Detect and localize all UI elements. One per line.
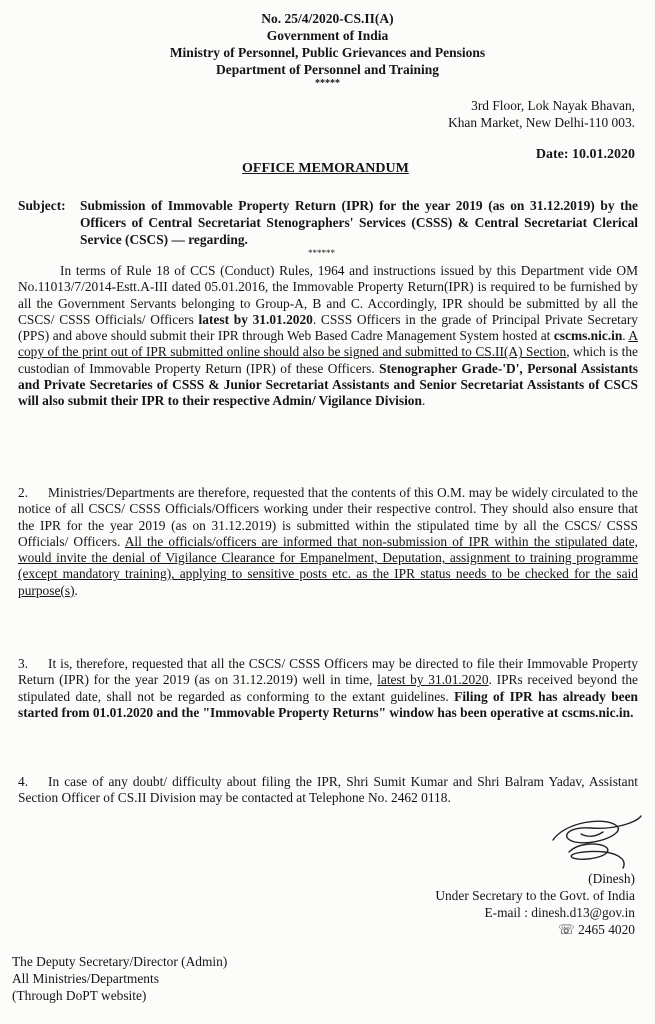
para3-bold-text: Filing of IPR has already been started from 01.01.2020 and the "Immovable Property Returns" window has been operative at cscms.nic.in.	[18, 688, 638, 720]
signatory-phone: ☏ 2465 4020	[557, 922, 635, 937]
para1-text-2: . CSSS Officers in the grade of Principal Private Secretary (PPS) and above should submit their IPR through Web Based Cadre Management System hosted at	[18, 311, 638, 344]
recipient-line-3: (Through DoPT website)	[12, 988, 147, 1003]
para3-deadline: latest by 31.01.2020	[377, 672, 489, 688]
paragraph-1	[18, 263, 638, 410]
government-line: Government of India	[266, 28, 389, 43]
address-line-2: Khan Market, New Delhi-110 003.	[448, 115, 635, 130]
recipient-line-1: The Deputy Secretary/Director (Admin)	[12, 954, 228, 969]
para1-website: cscms.nic.in	[553, 328, 623, 344]
para3-text-1: It is, therefore, requested that all the CSCS/ CSSS Officers may be directed to file their Immovable Property Return (IPR) for the year 2019 (as on 31.12.2019) well in time,	[18, 656, 638, 688]
subject-label: Subject:	[18, 198, 66, 213]
paragraph-4	[18, 774, 638, 807]
para2-underlined: All the officials/officers are informed that non-submission of IPR within the stipulated date, would invite the denial of Vigilance Clearance for Empanelment, Deputation, assignment to training programme (except mandatory training), applying to sensitive posts etc. as the IPR status needs to be checked for the said purpose(s)	[18, 533, 638, 598]
para2-number: 2.	[18, 485, 29, 500]
paragraph-3	[18, 656, 638, 721]
subject-text: Submission of Immovable Property Return (IPR) for the year 2019 (as on 31.12.2019) by the Officers of Central Secretariat Stenographers' Services (CSSS) & Central Secretariat Clerical Service (CSCS) — regarding.	[80, 198, 638, 247]
para2-text-2: .	[74, 582, 78, 598]
paragraph-2	[18, 485, 638, 599]
subject-stars: ******	[308, 248, 335, 258]
memo-subject	[18, 197, 638, 248]
signatory-designation: Under Secretary to the Govt. of India	[435, 888, 635, 903]
memo-title: OFFICE MEMORANDUM	[242, 161, 409, 176]
signatory-name: (Dinesh)	[588, 871, 635, 886]
para3-text-2: . IPRs received beyond the stipulated date, shall not be regarded as conforming to the extant guidelines.	[18, 672, 639, 704]
para1-underlined: A copy of the print out of IPR submitted online should also be signed and submitted to CS.II(A) Section	[18, 328, 638, 360]
para3-number: 3.	[18, 656, 29, 671]
para1-text-5: .	[421, 393, 426, 409]
address-line-1: 3rd Floor, Lok Nayak Bhavan,	[471, 98, 635, 113]
para4-number: 4.	[18, 774, 29, 789]
signature-icon	[545, 812, 645, 874]
memo-date: Date: 10.01.2020	[535, 147, 635, 162]
reference-number: No. 25/4/2020-CS.II(A)	[261, 11, 394, 26]
para2-text-1: Ministries/Departments are therefore, requested that the contents of this O.M. may be widely circulated to the notice of all CSCS/ CSSS Officials/Officers working under their respective control. They should also ensure that the IPR for the year 2019 (as on 31.12.2019) is submitted within the stipulated time by all the CSCS/ CSSS Officials/ Officers.	[18, 485, 638, 549]
para1-text-3: .	[622, 328, 629, 344]
para1-text-4: , which is the custodian of Immovable Property Return (IPR) of these Officers.	[18, 344, 639, 376]
para1-bold-instruction: Stenographer Grade-'D', Personal Assistants and Private Secretaries of CSSS & Junior Secretariat Assistants and Senior Secretariat Assistants of CSCS will also submit their IPR to their respective Admin/ Vigilance Division	[18, 360, 638, 409]
ministry-line: Ministry of Personnel, Public Grievances and Pensions	[169, 45, 486, 60]
recipient-line-2: All Ministries/Departments	[12, 971, 159, 986]
signatory-email: E-mail : dinesh.d13@gov.in	[484, 905, 635, 920]
department-line: Department of Personnel and Training	[215, 62, 439, 77]
header-stars: *****	[315, 78, 340, 89]
para1-text-1: In terms of Rule 18 of CCS (Conduct) Rules, 1964 and instructions issued by this Department vide OM No.11013/7/2014-Estt.A-III dated 05.01.2016, the Immovable Property Return(IPR) is required to be furnished by all the Government Servants belonging to Group-A, B and C. Accordingly, IPR should be submitted by all the CSCS/ CSSS Officials/ Officers	[18, 263, 638, 327]
para4-text-1: In case of any doubt/ difficulty about filing the IPR, Shri Sumit Kumar and Shri Balram Yadav, Assistant Section Officer of CS.II Division may be contacted at Telephone No. 2462 0118.	[18, 774, 638, 806]
para1-deadline: latest by 31.01.2020	[198, 311, 313, 327]
